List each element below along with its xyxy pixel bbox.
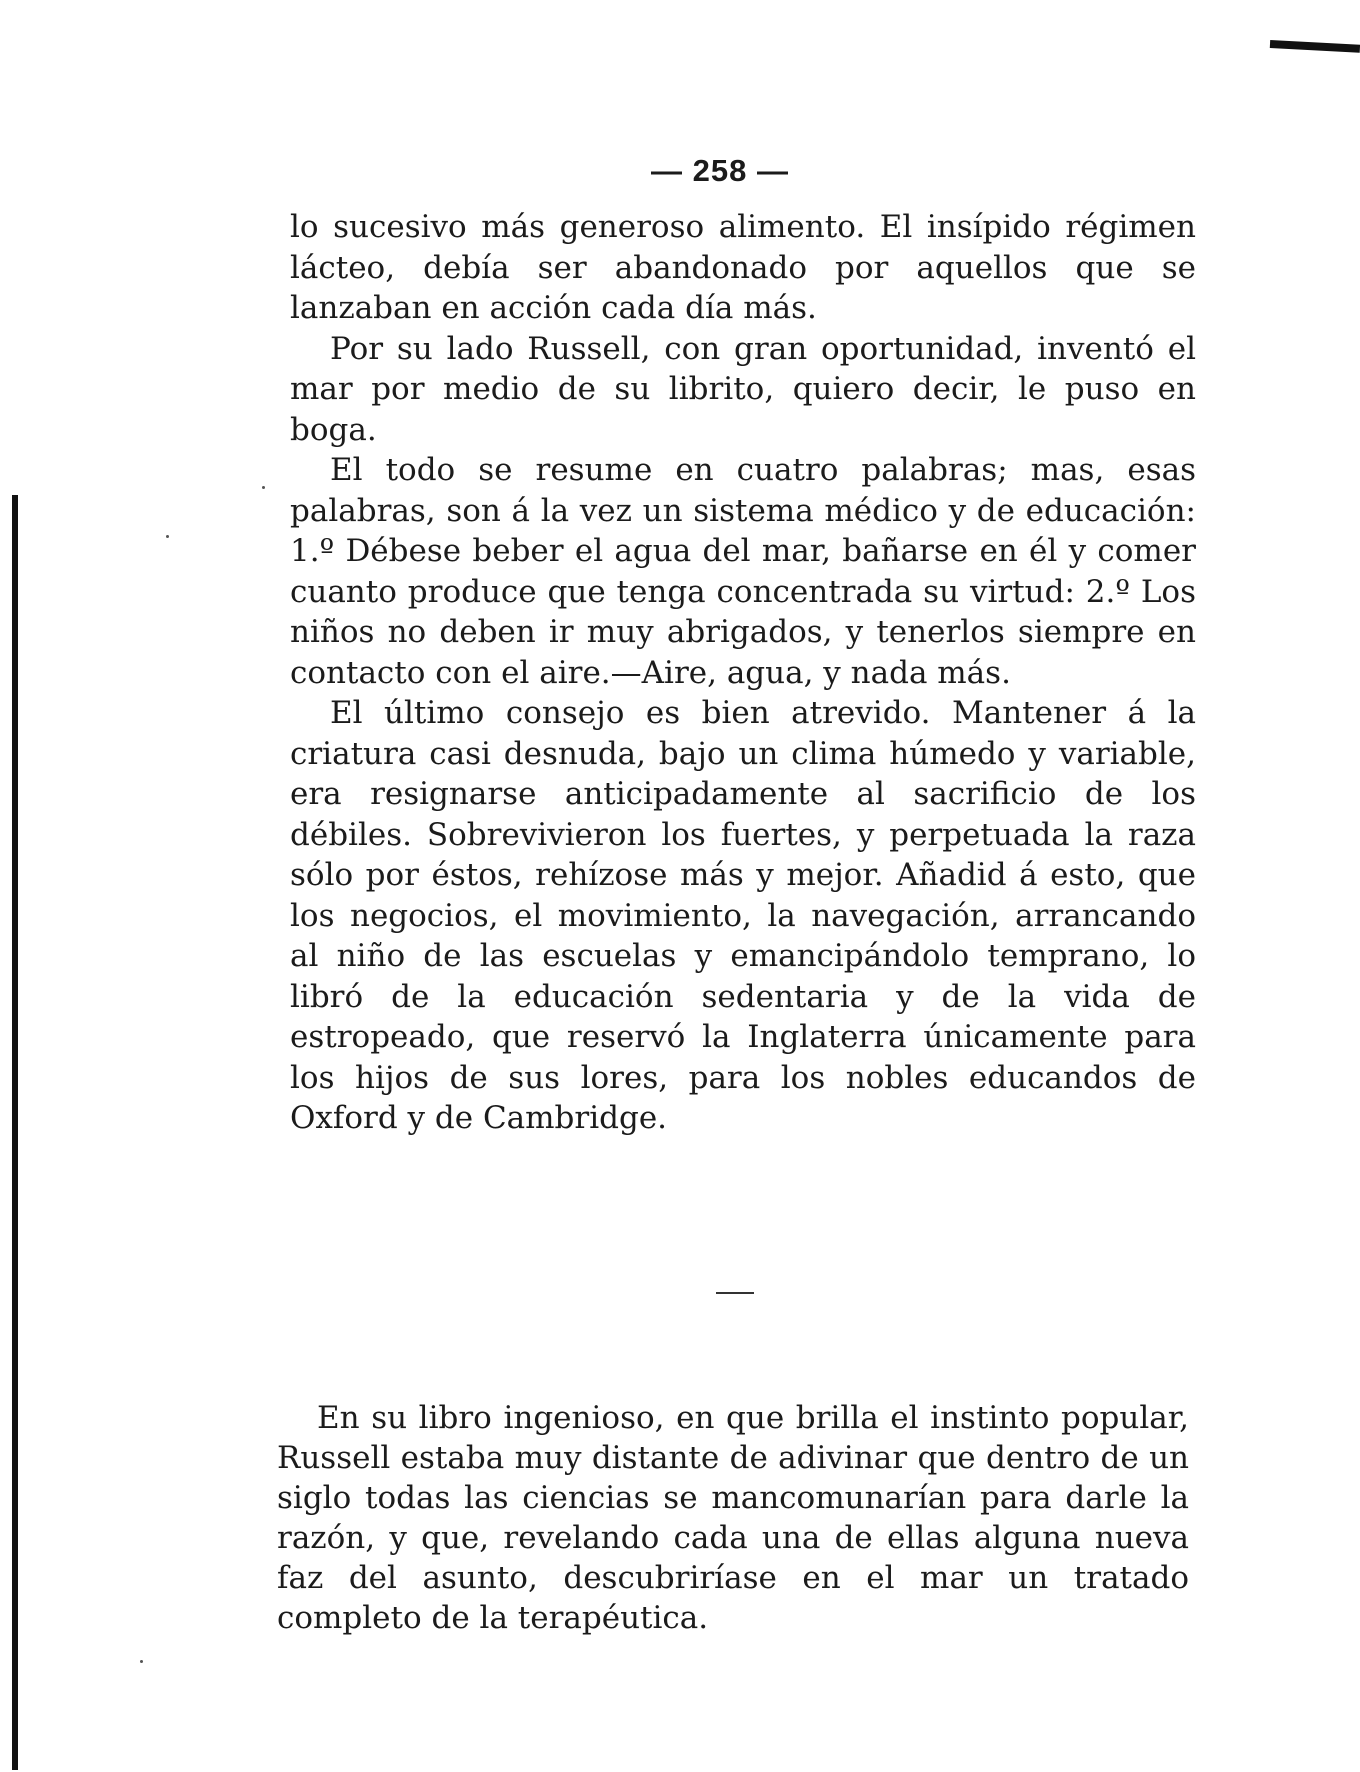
body-text-bottom [277,1398,1189,1638]
paragraph-advice: El último consejo es bien atrevido. Mantener á la criatura casi desnuda, bajo un clima húmedo y variable, era resignarse anticipadamente al sacrificio de los débiles. Sobrevivieron los fuertes, y perpetuada la raza sólo por éstos, rehízose más y mejor. Añadid á esto, que los negocios, el movimiento, la navegación, arrancando al niño de las escuelas y emancipándolo temprano, lo libró de la educación sedentaria y de la vida de estropeado, que reservó la Inglaterra únicamente para los hijos de sus lores, para los nobles educandos de Oxford y de Cambridge. [290,695,1196,1136]
scan-binding-edge [12,495,18,1770]
page-number: — 258 — [651,153,789,188]
paragraph-summary: El todo se resume en cuatro palabras; mas, esas palabras, son á la vez un sistema médico y de educación: 1.º Débese beber el agua del mar, bañarse en él y comer cuanto produce que tenga concentrada su virtud: 2.º Los niños no deben ir muy abrigados, y tenerlos siempre en contacto con el aire.—Aire, agua, y nada más. [290,452,1196,691]
scan-speck [166,535,169,538]
scan-speck [140,1660,143,1663]
paragraph-continuation: lo sucesivo más generoso alimento. El insípido régimen lácteo, debía ser abandonado por aquellos que se lanzaban en acción cada día más. [290,209,1196,326]
scan-edge-mark [1270,40,1360,53]
scan-speck [262,486,265,489]
paragraph-book: En su libro ingenioso, en que brilla el instinto popular, Russell estaba muy distante de adivinar que dentro de un siglo todas las ciencias se mancomunarían para darle la razón, y que, revelando cada una de ellas alguna nueva faz del asunto, descubriríase en el mar un tratado completo de la terapéutica. [277,1400,1189,1636]
body-text-top [290,207,1196,1139]
section-separator [716,1292,754,1294]
paragraph-russell: Por su lado Russell, con gran oportunidad, inventó el mar por medio de su librito, quiero decir, le puso en boga. [290,330,1196,448]
